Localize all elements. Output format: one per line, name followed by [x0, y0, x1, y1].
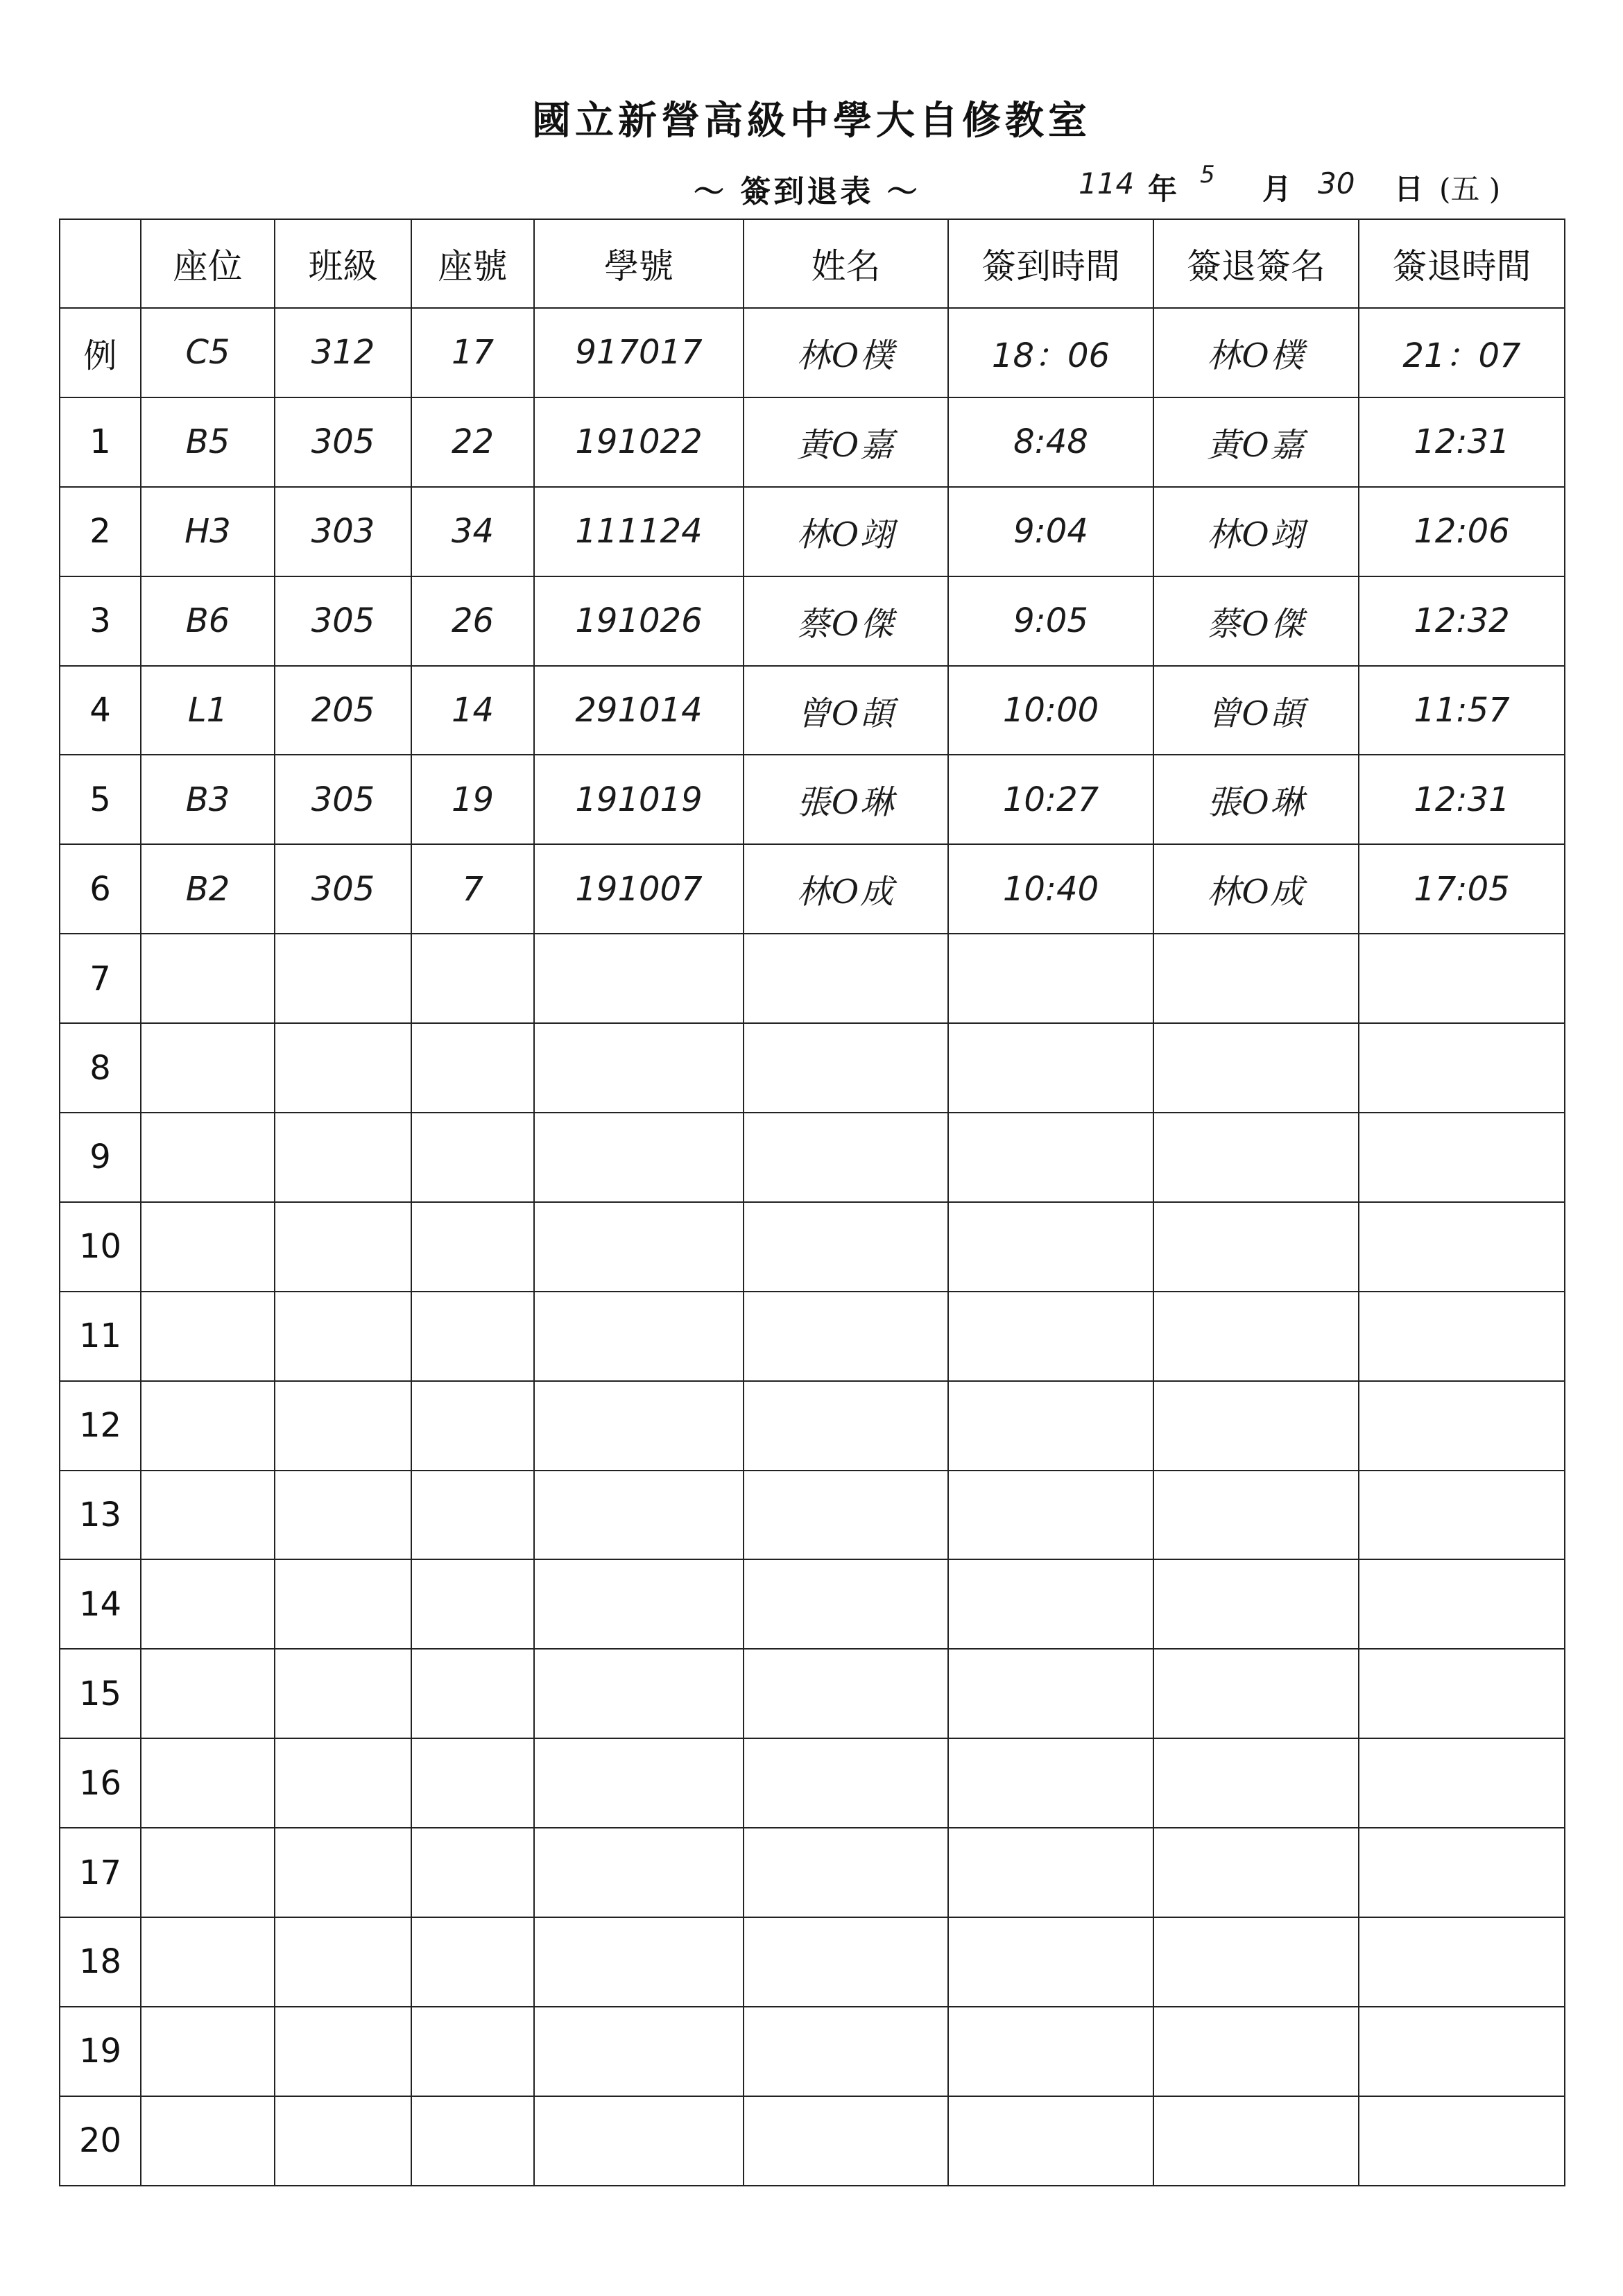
cell-seat-no: 7	[411, 844, 534, 934]
cell-student-id	[534, 2096, 744, 2186]
cell-checkout-time: 12:06	[1359, 487, 1565, 576]
header-row	[60, 219, 1565, 308]
col-header-class: 班級	[275, 219, 411, 308]
cell-checkout-sign: 林O成	[1153, 844, 1359, 934]
table-row	[60, 755, 1565, 844]
cell-checkout-time	[1359, 1113, 1565, 1202]
cell-checkout-sign	[1153, 1023, 1359, 1113]
cell-name	[744, 1917, 948, 2007]
cell-seat	[141, 934, 275, 1023]
cell-checkin-time	[948, 1649, 1153, 1738]
cell-seat-no	[411, 1202, 534, 1292]
cell-class: 205	[275, 666, 411, 755]
table-row	[60, 1023, 1565, 1113]
cell-checkout-sign	[1153, 1113, 1359, 1202]
cell-class	[275, 1023, 411, 1113]
row-number: 19	[60, 2007, 141, 2096]
cell-class: 305	[275, 844, 411, 934]
cell-name: 蔡O傑	[744, 576, 948, 666]
table-row	[60, 397, 1565, 487]
cell-student-id	[534, 1828, 744, 1917]
cell-seat-no	[411, 934, 534, 1023]
cell-seat-no: 22	[411, 397, 534, 487]
cell-checkout-time	[1359, 1381, 1565, 1471]
cell-name: 林O成	[744, 844, 948, 934]
cell-name	[744, 1559, 948, 1649]
cell-checkout-sign	[1153, 1917, 1359, 2007]
cell-class: 303	[275, 487, 411, 576]
cell-checkin-time: 10:00	[948, 666, 1153, 755]
cell-checkin-time	[948, 1023, 1153, 1113]
cell-student-id: 291014	[534, 666, 744, 755]
cell-seat: H3	[141, 487, 275, 576]
cell-class	[275, 1292, 411, 1381]
cell-name	[744, 2007, 948, 2096]
cell-student-id: 111124	[534, 487, 744, 576]
row-number: 16	[60, 1738, 141, 1828]
cell-checkin-time	[948, 1738, 1153, 1828]
date-year: 114	[1079, 166, 1135, 200]
cell-seat: B5	[141, 397, 275, 487]
cell-name	[744, 1023, 948, 1113]
date-month-label: 月	[1262, 172, 1292, 206]
cell-seat	[141, 2096, 275, 2186]
cell-seat: B6	[141, 576, 275, 666]
cell-student-id	[534, 1113, 744, 1202]
cell-class	[275, 1917, 411, 2007]
corner-cell	[60, 219, 141, 308]
cell-class: 312	[275, 308, 411, 397]
cell-checkout-sign	[1153, 1649, 1359, 1738]
cell-seat-no	[411, 1471, 534, 1560]
table-row	[60, 2096, 1565, 2186]
date-weekday: (五 )	[1439, 172, 1501, 206]
table-body	[60, 308, 1565, 2186]
cell-name	[744, 1738, 948, 1828]
cell-seat: B2	[141, 844, 275, 934]
cell-checkout-sign	[1153, 1559, 1359, 1649]
cell-checkin-time: 10:27	[948, 755, 1153, 844]
cell-seat	[141, 1828, 275, 1917]
cell-checkout-time	[1359, 1023, 1565, 1113]
cell-checkout-sign: 黃O嘉	[1153, 397, 1359, 487]
cell-seat-no	[411, 1292, 534, 1381]
cell-class	[275, 934, 411, 1023]
cell-name	[744, 1828, 948, 1917]
cell-class	[275, 1381, 411, 1471]
cell-checkin-time	[948, 2096, 1153, 2186]
cell-checkin-time	[948, 1471, 1153, 1560]
row-number: 8	[60, 1023, 141, 1113]
table-row	[60, 2007, 1565, 2096]
col-header-seat-no: 座號	[411, 219, 534, 308]
cell-seat	[141, 1113, 275, 1202]
cell-checkin-time	[948, 1113, 1153, 1202]
row-number: 18	[60, 1917, 141, 2007]
cell-seat-no: 26	[411, 576, 534, 666]
cell-checkout-time	[1359, 1202, 1565, 1292]
cell-checkout-sign: 林O翊	[1153, 487, 1359, 576]
cell-student-id	[534, 1471, 744, 1560]
cell-checkout-sign	[1153, 1828, 1359, 1917]
row-number: 3	[60, 576, 141, 666]
cell-checkout-time	[1359, 2007, 1565, 2096]
date-line	[1079, 161, 1564, 215]
col-header-name: 姓名	[744, 219, 948, 308]
cell-checkin-time: 9:04	[948, 487, 1153, 576]
cell-name	[744, 1649, 948, 1738]
cell-seat-no: 19	[411, 755, 534, 844]
table-row	[60, 487, 1565, 576]
example-row	[60, 308, 1565, 397]
cell-student-id	[534, 1292, 744, 1381]
table-row	[60, 1738, 1565, 1828]
cell-seat-no	[411, 2096, 534, 2186]
cell-seat: B3	[141, 755, 275, 844]
table-row	[60, 1649, 1565, 1738]
cell-class	[275, 1649, 411, 1738]
date-day: 30	[1318, 166, 1355, 200]
cell-checkout-time: 12:32	[1359, 576, 1565, 666]
col-header-checkout-time: 簽退時間	[1359, 219, 1565, 308]
row-number: 10	[60, 1202, 141, 1292]
cell-seat-no: 14	[411, 666, 534, 755]
cell-student-id: 191022	[534, 397, 744, 487]
cell-seat	[141, 1292, 275, 1381]
cell-student-id	[534, 1023, 744, 1113]
cell-checkout-time	[1359, 1738, 1565, 1828]
cell-checkout-time	[1359, 934, 1565, 1023]
cell-student-id	[534, 934, 744, 1023]
cell-checkout-time: 17:05	[1359, 844, 1565, 934]
cell-seat-no	[411, 1649, 534, 1738]
date-month: 5	[1200, 161, 1215, 189]
cell-checkin-time: 10:40	[948, 844, 1153, 934]
table-row	[60, 1113, 1565, 1202]
cell-seat-no: 17	[411, 308, 534, 397]
cell-checkout-time	[1359, 1559, 1565, 1649]
cell-checkin-time	[948, 2007, 1153, 2096]
cell-checkin-time	[948, 1381, 1153, 1471]
cell-class	[275, 2007, 411, 2096]
cell-name: 林O翊	[744, 487, 948, 576]
row-number: 9	[60, 1113, 141, 1202]
cell-name	[744, 1202, 948, 1292]
cell-class	[275, 1471, 411, 1560]
cell-checkin-time	[948, 1917, 1153, 2007]
row-number: 20	[60, 2096, 141, 2186]
cell-name: 黃O嘉	[744, 397, 948, 487]
cell-student-id	[534, 2007, 744, 2096]
row-number: 例	[60, 308, 141, 397]
cell-seat-no: 34	[411, 487, 534, 576]
cell-checkin-time	[948, 1202, 1153, 1292]
table-row	[60, 844, 1565, 934]
cell-checkout-time	[1359, 1828, 1565, 1917]
cell-class: 305	[275, 576, 411, 666]
cell-class	[275, 1559, 411, 1649]
cell-checkin-time	[948, 1828, 1153, 1917]
cell-student-id	[534, 1559, 744, 1649]
cell-checkout-sign	[1153, 1738, 1359, 1828]
cell-student-id	[534, 1649, 744, 1738]
cell-seat-no	[411, 1559, 534, 1649]
cell-checkout-time: 12:31	[1359, 755, 1565, 844]
cell-seat	[141, 1917, 275, 2007]
cell-student-id	[534, 1202, 744, 1292]
cell-checkin-time: 8:48	[948, 397, 1153, 487]
date-day-label: 日	[1394, 172, 1424, 206]
cell-checkout-sign	[1153, 2096, 1359, 2186]
page-subtitle: ～ 簽到退表 ～	[694, 174, 920, 209]
cell-checkin-time: 18：06	[948, 308, 1153, 397]
cell-class	[275, 2096, 411, 2186]
cell-checkin-time	[948, 1559, 1153, 1649]
table-row	[60, 1381, 1565, 1471]
cell-checkout-sign	[1153, 1471, 1359, 1560]
cell-name	[744, 1471, 948, 1560]
cell-student-id: 191007	[534, 844, 744, 934]
table-row	[60, 1559, 1565, 1649]
cell-checkout-sign: 曾O頡	[1153, 666, 1359, 755]
row-number: 12	[60, 1381, 141, 1471]
cell-checkout-time: 21：07	[1359, 308, 1565, 397]
table-row	[60, 1471, 1565, 1560]
row-number: 7	[60, 934, 141, 1023]
cell-name: 張O琳	[744, 755, 948, 844]
cell-seat-no	[411, 1828, 534, 1917]
cell-checkout-sign: 蔡O傑	[1153, 576, 1359, 666]
cell-checkout-time	[1359, 1471, 1565, 1560]
cell-checkout-time	[1359, 1917, 1565, 2007]
cell-student-id: 917017	[534, 308, 744, 397]
cell-class	[275, 1738, 411, 1828]
cell-class	[275, 1113, 411, 1202]
cell-name	[744, 1113, 948, 1202]
row-number: 2	[60, 487, 141, 576]
cell-name: 曾O頡	[744, 666, 948, 755]
page-title: 國立新營高級中學大自修教室	[532, 98, 1091, 144]
cell-checkin-time	[948, 1292, 1153, 1381]
cell-checkout-sign	[1153, 2007, 1359, 2096]
cell-seat	[141, 1471, 275, 1560]
cell-seat-no	[411, 1023, 534, 1113]
cell-seat	[141, 1738, 275, 1828]
cell-name: 林O樸	[744, 308, 948, 397]
row-number: 14	[60, 1559, 141, 1649]
table-row	[60, 934, 1565, 1023]
table-row	[60, 1292, 1565, 1381]
row-number: 5	[60, 755, 141, 844]
cell-name	[744, 1292, 948, 1381]
cell-seat	[141, 1649, 275, 1738]
row-number: 17	[60, 1828, 141, 1917]
cell-checkout-time	[1359, 1649, 1565, 1738]
cell-seat-no	[411, 1738, 534, 1828]
cell-seat	[141, 1023, 275, 1113]
col-header-student-id: 學號	[534, 219, 744, 308]
cell-seat	[141, 1381, 275, 1471]
cell-seat: C5	[141, 308, 275, 397]
signin-table	[59, 219, 1565, 2186]
cell-seat	[141, 1559, 275, 1649]
table-row	[60, 576, 1565, 666]
cell-checkout-sign	[1153, 1202, 1359, 1292]
cell-student-id	[534, 1917, 744, 2007]
col-header-seat: 座位	[141, 219, 275, 308]
col-header-checkout-sign: 簽退簽名	[1153, 219, 1359, 308]
cell-class: 305	[275, 397, 411, 487]
cell-student-id: 191026	[534, 576, 744, 666]
signin-sheet	[59, 219, 1564, 2186]
cell-seat: L1	[141, 666, 275, 755]
cell-checkout-time: 11:57	[1359, 666, 1565, 755]
cell-checkout-time	[1359, 1292, 1565, 1381]
cell-name	[744, 2096, 948, 2186]
cell-checkout-sign: 林O樸	[1153, 308, 1359, 397]
cell-seat-no	[411, 1113, 534, 1202]
cell-seat-no	[411, 2007, 534, 2096]
cell-checkin-time: 9:05	[948, 576, 1153, 666]
cell-student-id	[534, 1738, 744, 1828]
cell-name	[744, 1381, 948, 1471]
table-row	[60, 1917, 1565, 2007]
cell-checkout-sign	[1153, 1381, 1359, 1471]
cell-seat-no	[411, 1381, 534, 1471]
cell-class	[275, 1828, 411, 1917]
cell-student-id: 191019	[534, 755, 744, 844]
row-number: 6	[60, 844, 141, 934]
cell-checkin-time	[948, 934, 1153, 1023]
cell-checkout-time	[1359, 2096, 1565, 2186]
cell-checkout-sign	[1153, 1292, 1359, 1381]
date-year-label: 年	[1148, 172, 1178, 206]
table-row	[60, 1202, 1565, 1292]
table-row	[60, 666, 1565, 755]
cell-checkout-sign	[1153, 934, 1359, 1023]
row-number: 1	[60, 397, 141, 487]
table-row	[60, 1828, 1565, 1917]
cell-student-id	[534, 1381, 744, 1471]
col-header-checkin-time: 簽到時間	[948, 219, 1153, 308]
row-number: 4	[60, 666, 141, 755]
cell-name	[744, 934, 948, 1023]
row-number: 15	[60, 1649, 141, 1738]
cell-class: 305	[275, 755, 411, 844]
row-number: 11	[60, 1292, 141, 1381]
cell-checkout-sign: 張O琳	[1153, 755, 1359, 844]
cell-seat-no	[411, 1917, 534, 2007]
cell-checkout-time: 12:31	[1359, 397, 1565, 487]
cell-seat	[141, 1202, 275, 1292]
cell-seat	[141, 2007, 275, 2096]
cell-class	[275, 1202, 411, 1292]
row-number: 13	[60, 1471, 141, 1560]
